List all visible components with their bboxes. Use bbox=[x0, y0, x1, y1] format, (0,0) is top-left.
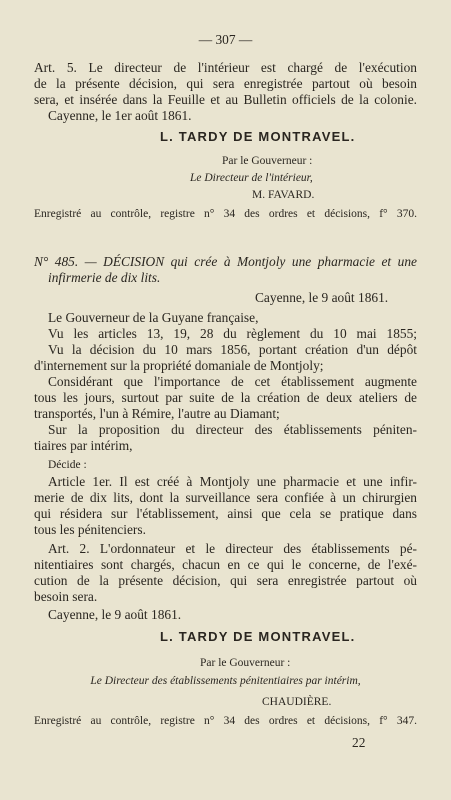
decision-line-8: Sur la proposition du directeur des établissements péniten- bbox=[48, 422, 417, 437]
registration-note-2: Enregistré au contrôle, registre n° 34 des ordres et décisions, f° 347. bbox=[34, 715, 417, 727]
art5-date: Cayenne, le 1er août 1861. bbox=[48, 108, 192, 123]
article-1-line-4: tous les pénitenciers. bbox=[34, 522, 146, 537]
art5-line-1: Art. 5. Le directeur de l'intérieur est chargé de l'exécution bbox=[34, 60, 417, 75]
signer-chaudiere: CHAUDIÈRE. bbox=[262, 696, 332, 708]
art5-line-3: sera, et insérée dans la Feuille et au Bulletin officiels de la colonie. bbox=[34, 92, 417, 107]
signature-governor-2: L. TARDY DE MONTRAVEL. bbox=[160, 629, 356, 644]
decision-date-2: Cayenne, le 9 août 1861. bbox=[48, 607, 182, 622]
page-number: — 307 — bbox=[198, 32, 253, 47]
article-2-line-2: nitentiaires sont chargés, chacun en ce qui le concerne, de l'exé- bbox=[34, 557, 417, 572]
signature-governor-1: L. TARDY DE MONTRAVEL. bbox=[160, 129, 356, 144]
decision-line-3: Vu la décision du 10 mars 1856, portant création d'un dépôt bbox=[48, 342, 417, 357]
signature-mark: 22 bbox=[352, 735, 366, 750]
director-title-2: Le Directeur des établissements pénitentiaires par intérim, bbox=[90, 675, 361, 687]
decision-line-1: Le Gouverneur de la Guyane française, bbox=[48, 310, 259, 325]
article-1-line-1: Article 1er. Il est créé à Montjoly une pharmacie et une infir- bbox=[48, 474, 417, 489]
article-2-line-4: besoin sera. bbox=[34, 589, 98, 604]
par-le-gouverneur-1: Par le Gouverneur : bbox=[222, 155, 313, 167]
article-2-line-3: cution de la présente décision, qui sera enregistrée partout où bbox=[34, 573, 417, 588]
director-title-1: Le Directeur de l'intérieur, bbox=[190, 172, 313, 184]
par-le-gouverneur-2: Par le Gouverneur : bbox=[200, 657, 291, 669]
decision-line-4: d'internement sur la propriété domaniale de Montjoly; bbox=[34, 358, 324, 373]
decision-line-9: tiaires par intérim, bbox=[34, 438, 133, 453]
decision-heading-line-1: N° 485. — DÉCISION qui crée à Montjoly une pharmacie et une bbox=[34, 254, 417, 269]
article-2-line-1: Art. 2. L'ordonnateur et le directeur des établissements pé- bbox=[48, 541, 417, 556]
decide-heading: Décide : bbox=[48, 459, 87, 471]
art5-line-2: de la présente décision, qui sera enregistrée partout où besoin bbox=[34, 76, 417, 91]
decision-heading-line-2: infirmerie de dix lits. bbox=[48, 270, 161, 285]
article-1-line-2: merie de dix lits, dont la surveillance sera confiée à un chirurgien bbox=[34, 490, 417, 505]
decision-line-2: Vu les articles 13, 19, 28 du règlement du 10 mai 1855; bbox=[48, 326, 417, 341]
decision-date: Cayenne, le 9 août 1861. bbox=[255, 290, 389, 305]
signer-favard: M. FAVARD. bbox=[252, 189, 315, 201]
article-1-line-3: qui résidera sur l'établissement, ainsi que cela se pratique dans bbox=[34, 506, 417, 521]
registration-note-1: Enregistré au contrôle, registre n° 34 des ordres et décisions, f° 370. bbox=[34, 208, 417, 220]
decision-line-5: Considérant que l'importance de cet établissement augmente bbox=[48, 374, 417, 389]
decision-line-6: tous les jours, surtout par suite de la création de deux ateliers de bbox=[34, 390, 417, 405]
decision-line-7: transportés, l'un à Rémire, l'autre au Diamant; bbox=[34, 406, 280, 421]
